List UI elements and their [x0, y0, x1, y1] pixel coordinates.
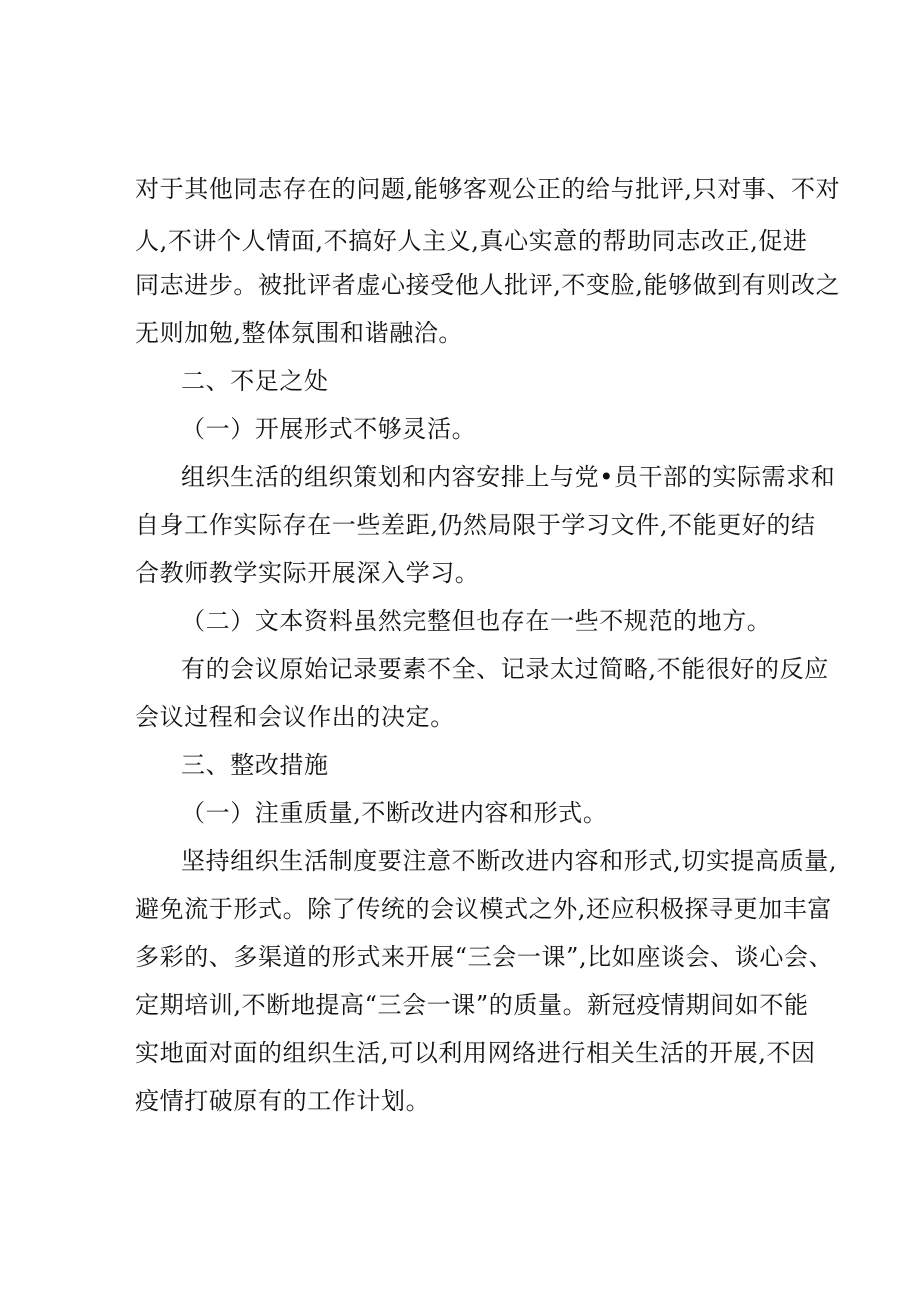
paragraph-line: 合教师教学实际开展深入学习。 — [135, 559, 480, 587]
section-heading-measures: 三、整改措施 — [181, 751, 329, 779]
paragraph-line: 坚持组织生活制度要注意不断改进内容和形式,切实提高质量, — [181, 847, 838, 875]
paragraph-line: 疫情打破原有的工作计划。 — [135, 1087, 431, 1115]
section-heading-shortcomings: 二、不足之处 — [181, 367, 329, 395]
paragraph-line: 人,不讲个人情面,不搞好人主义,真心实意的帮助同志改正,促进 — [135, 227, 808, 255]
paragraph-line: 定期培训,不断地提高“三会一课”的质量。新冠疫情期间如不能 — [135, 991, 809, 1019]
subheading-form: （一）开展形式不够灵活。 — [181, 415, 477, 443]
paragraph-line: 有的会议原始记录要素不全、记录太过简略,不能很好的反应 — [181, 655, 829, 683]
paragraph-line: 自身工作实际存在一些差距,仍然局限于学习文件,不能更好的结 — [135, 511, 816, 539]
subheading-quality: （一）注重质量,不断改进内容和形式。 — [181, 799, 608, 827]
paragraph-line: 组织生活的组织策划和内容安排上与党•员干部的实际需求和 — [181, 463, 836, 491]
paragraph-line: 避免流于形式。除了传统的会议模式之外,还应积极探寻更加丰富 — [135, 895, 833, 923]
paragraph-line: 无则加勉,整体氛围和谐融洽。 — [135, 319, 464, 347]
paragraph-line: 多彩的、多渠道的形式来开展“三会一课”,比如座谈会、谈心会、 — [135, 943, 834, 971]
paragraph-line: 同志进步。被批评者虚心接受他人批评,不变脸,能够做到有则改之 — [135, 271, 841, 299]
paragraph-line: 实地面对面的组织生活,可以利用网络进行相关生活的开展,不因 — [135, 1039, 816, 1067]
paragraph-line: 会议过程和会议作出的决定。 — [135, 703, 455, 731]
subheading-documents: （二）文本资料虽然完整但也存在一些不规范的地方。 — [181, 607, 772, 635]
paragraph-line: 对于其他同志存在的问题,能够客观公正的给与批评,只对事、不对 — [135, 175, 841, 203]
